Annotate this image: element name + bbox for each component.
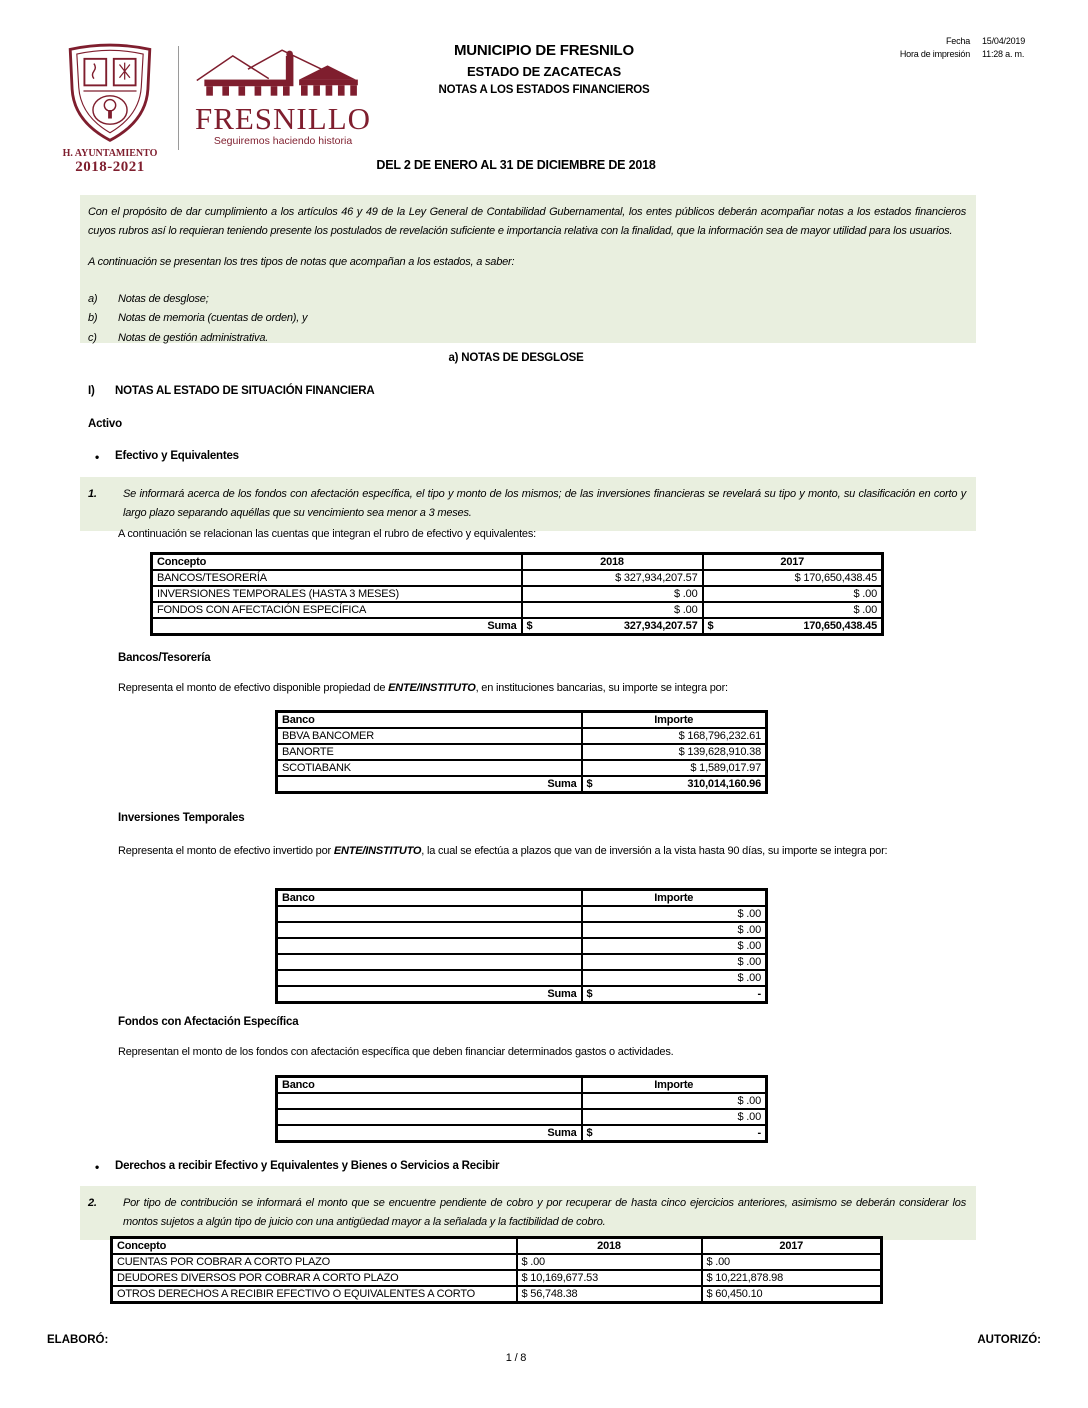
table-header-row <box>277 1077 767 1094</box>
cell-banco: SCOTIABANK <box>277 760 582 776</box>
cell-banco <box>277 938 582 954</box>
suma-label: Suma <box>277 986 582 1003</box>
col-banco: Banco <box>277 890 582 907</box>
cell-2018: $ 10,169,677.53 <box>517 1270 702 1286</box>
col-2017: 2017 <box>703 554 883 571</box>
table-row <box>277 760 767 776</box>
col-2018: 2018 <box>522 554 703 571</box>
cell-concepto: DEUDORES DIVERSOS POR COBRAR A CORTO PLAZO <box>112 1270 517 1286</box>
currency-symbol: $ <box>526 620 533 632</box>
notas-title: NOTAS A LOS ESTADOS FINANCIEROS <box>438 84 650 96</box>
cell-importe: $ .00 <box>582 906 767 922</box>
table-row <box>277 1109 767 1125</box>
cell-banco <box>277 1109 582 1125</box>
bancos-paragraph <box>118 682 978 694</box>
col-banco: Banco <box>277 1077 582 1094</box>
col-2018: 2018 <box>517 1238 702 1255</box>
bullet-icon: • <box>95 1160 100 1174</box>
page-number: 1 / 8 <box>505 1352 527 1364</box>
suma-label: Suma <box>152 618 522 635</box>
table-row <box>277 954 767 970</box>
table-header-row <box>277 712 767 729</box>
suma-importe <box>582 986 767 1003</box>
bullet-icon: • <box>95 450 100 464</box>
table-suma-row <box>277 986 767 1003</box>
bancos-table <box>275 710 768 794</box>
inversiones-paragraph <box>118 842 986 861</box>
cell-concepto: BANCOS/TESORERÍA <box>152 570 522 586</box>
cell-2018: $ 327,934,207.57 <box>522 570 703 586</box>
table-suma-row <box>152 618 883 635</box>
list-item-text: Notas de desglose; <box>118 292 209 305</box>
efectivo-table <box>150 552 884 636</box>
inversiones-paragraph-post: , la cual se efectúa a plazos que van de inversión a la vista hasta 90 días, su importe se integra por: <box>421 845 888 857</box>
ayuntamiento-caption: H. AYUNTAMIENTO <box>62 148 158 159</box>
fecha-value: 15/04/2019 <box>982 36 1026 46</box>
col-2017: 2017 <box>702 1238 882 1255</box>
cell-2018: $ 56,748.38 <box>517 1286 702 1303</box>
print-info <box>900 36 1046 59</box>
situacion-title: NOTAS AL ESTADO DE SITUACIÓN FINANCIERA <box>115 385 375 397</box>
cell-banco <box>277 1093 582 1109</box>
currency-symbol: $ <box>586 1127 593 1139</box>
cell-2018: $ .00 <box>517 1254 702 1270</box>
col-importe: Importe <box>582 712 767 729</box>
table-row <box>277 906 767 922</box>
cell-importe: $ .00 <box>582 1109 767 1125</box>
note-2 <box>80 1186 976 1240</box>
inversiones-table <box>275 888 768 1004</box>
intro-paragraph-1: Con el propósito de dar cumplimiento a los artículos 46 y 49 de la Ley General de Contabilidad Gubernamental, los entes públicos deberán acompañar notas a los estados financieros cuyos rubros así lo requieran teniendo presente los postulados de revelación suficiente e importancia relativa con la finalidad, que la información sea de mayor utilidad para los usuarios. <box>88 206 966 237</box>
cell-2017: $ .00 <box>703 586 883 602</box>
situacion-financiera-heading <box>88 385 374 397</box>
col-importe: Importe <box>582 890 767 907</box>
fondos-table <box>275 1075 768 1143</box>
derechos-bullet-heading <box>95 1160 499 1174</box>
list-item-key: b) <box>88 312 98 325</box>
cell-2017: $ 170,650,438.45 <box>703 570 883 586</box>
table-row <box>112 1270 882 1286</box>
table-row <box>277 970 767 986</box>
autorizo-label: AUTORIZÓ: <box>977 1334 1041 1346</box>
table-header-row <box>277 890 767 907</box>
bancos-paragraph-post: , en instituciones bancarias, su importe se integra por: <box>475 682 728 694</box>
cell-banco <box>277 970 582 986</box>
hora-value: 11:28 a. m. <box>982 49 1025 59</box>
note-1-number: 1. <box>88 488 97 500</box>
ayuntamiento-years: 2018-2021 <box>75 159 145 175</box>
list-item-text: Notas de memoria (cuentas de orden), y <box>118 312 308 325</box>
table-row <box>112 1286 882 1303</box>
fondos-paragraph: Representan el monto de los fondos con afectación específica que deben financiar determinados gastos o actividades. <box>118 1046 674 1058</box>
cell-2017: $ 10,221,878.98 <box>702 1270 882 1286</box>
inversiones-paragraph-pre: Representa el monto de efectivo invertido por <box>118 845 334 857</box>
fresnillo-tagline: Seguiremos haciendo historia <box>213 135 353 147</box>
suma-label: Suma <box>277 1125 582 1142</box>
report-period: DEL 2 DE ENERO AL 31 DE DICIEMBRE DE 2018 <box>376 158 656 172</box>
ente-instituto: ENTE/INSTITUTO <box>388 682 476 694</box>
suma-2018-value: 327,934,207.57 <box>623 620 698 632</box>
suma-value: - <box>757 1127 761 1139</box>
list-item-text: Notas de gestión administrativa. <box>118 331 269 344</box>
cell-banco: BANORTE <box>277 744 582 760</box>
suma-2017 <box>703 618 883 635</box>
list-item <box>88 290 966 310</box>
derechos-bullet-label: Derechos a recibir Efectivo y Equivalentes y Bienes o Servicios a Recibir <box>115 1160 500 1172</box>
cell-importe: $ .00 <box>582 938 767 954</box>
cell-importe: $ .00 <box>582 922 767 938</box>
fresnillo-wordmark: FRESNILLO <box>194 101 372 136</box>
currency-symbol: $ <box>586 988 593 1000</box>
efectivo-bullet-label: Efectivo y Equivalentes <box>115 450 239 462</box>
cell-importe: $ 1,589,017.97 <box>582 760 767 776</box>
cell-banco <box>277 954 582 970</box>
suma-2017-value: 170,650,438.45 <box>803 620 877 632</box>
table-suma-row <box>277 1125 767 1142</box>
table-row <box>152 602 883 618</box>
cell-banco <box>277 922 582 938</box>
suma-importe <box>582 1125 767 1142</box>
suma-value: 310,014,160.96 <box>687 778 761 790</box>
table-row <box>152 586 883 602</box>
cell-importe: $ 139,628,910.38 <box>582 744 767 760</box>
cell-importe: $ .00 <box>582 970 767 986</box>
table-row <box>277 1093 767 1109</box>
note-1-text: Se informará acerca de los fondos con afectación específica, el tipo y monto de los mismos; de las inversiones financieras se revelará su tipo y monto, su clasificación en corto y largo plazo separando aquéllas que su vencimiento sea menor a 3 meses. <box>123 488 966 519</box>
note-2-number: 2. <box>88 1197 97 1209</box>
table-row <box>152 570 883 586</box>
currency-symbol: $ <box>586 778 593 790</box>
col-concepto: Concepto <box>112 1238 517 1255</box>
suma-2018 <box>522 618 703 635</box>
table-row <box>277 922 767 938</box>
suma-label: Suma <box>277 776 582 793</box>
table-row <box>112 1254 882 1270</box>
list-item <box>88 329 966 349</box>
cell-importe: $ 168,796,232.61 <box>582 728 767 744</box>
notas-desglose-heading: a) NOTAS DE DESGLOSE <box>448 352 584 364</box>
col-importe: Importe <box>582 1077 767 1094</box>
bancos-heading: Bancos/Tesorería <box>118 652 211 664</box>
note-2-text: Por tipo de contribución se informará el monto que se encuentre pendiente de cobro y por recuperar de hasta cinco ejercicios anteriores, asimismo se deberán considerar los montos sujetos a algún tipo de juicio con una antigüedad mayor a la señalada y la factibilidad de cobro. <box>123 1197 966 1228</box>
table-row <box>277 744 767 760</box>
cell-concepto: INVERSIONES TEMPORALES (HASTA 3 MESES) <box>152 586 522 602</box>
table-header-row <box>112 1238 882 1255</box>
estado-title: ESTADO DE ZACATECAS <box>467 64 621 79</box>
efectivo-table-intro: A continuación se relacionan las cuentas que integran el rubro de efectivo y equivalentes: <box>118 528 537 540</box>
hora-label: Hora de impresión <box>899 49 970 59</box>
elaboro-label: ELABORÓ: <box>47 1334 109 1346</box>
list-item-key: c) <box>88 331 97 344</box>
note-1 <box>80 477 976 531</box>
cell-concepto: OTROS DERECHOS A RECIBIR EFECTIVO O EQUIVALENTES A CORTO <box>112 1286 517 1303</box>
efectivo-bullet-heading <box>95 450 239 464</box>
bancos-paragraph-pre: Representa el monto de efectivo disponible propiedad de <box>118 682 389 694</box>
ente-instituto: ENTE/INSTITUTO <box>333 845 422 857</box>
intro-paragraph-2: A continuación se presentan los tres tipos de notas que acompañan a los estados, a saber: <box>88 255 515 268</box>
cell-banco <box>277 906 582 922</box>
cell-2017: $ 60,450.10 <box>702 1286 882 1303</box>
cell-concepto: CUENTAS POR COBRAR A CORTO PLAZO <box>112 1254 517 1270</box>
col-concepto: Concepto <box>152 554 522 571</box>
cell-2017: $ .00 <box>703 602 883 618</box>
situacion-key: I) <box>88 385 95 397</box>
notes-type-list <box>88 290 966 349</box>
cell-concepto: FONDOS CON AFECTACIÓN ESPECÍFICA <box>152 602 522 618</box>
suma-value: - <box>757 988 761 1000</box>
currency-symbol: $ <box>707 620 714 632</box>
fecha-label: Fecha <box>945 36 970 46</box>
cell-importe: $ .00 <box>582 954 767 970</box>
inversiones-heading: Inversiones Temporales <box>118 812 245 824</box>
intro-block <box>80 195 976 343</box>
cell-banco: BBVA BANCOMER <box>277 728 582 744</box>
list-item-key: a) <box>88 292 98 305</box>
municipio-title: MUNICIPIO DE FRESNILO <box>454 42 634 59</box>
table-header-row <box>152 554 883 571</box>
table-suma-row <box>277 776 767 793</box>
col-banco: Banco <box>277 712 582 729</box>
list-item <box>88 309 966 329</box>
derechos-table <box>110 1236 883 1304</box>
fondos-heading: Fondos con Afectación Específica <box>118 1016 299 1028</box>
activo-heading: Activo <box>88 418 122 430</box>
suma-importe <box>582 776 767 793</box>
cell-2017: $ .00 <box>702 1254 882 1270</box>
cell-importe: $ .00 <box>582 1093 767 1109</box>
cell-2018: $ .00 <box>522 586 703 602</box>
table-row <box>277 728 767 744</box>
cell-2018: $ .00 <box>522 602 703 618</box>
table-row <box>277 938 767 954</box>
